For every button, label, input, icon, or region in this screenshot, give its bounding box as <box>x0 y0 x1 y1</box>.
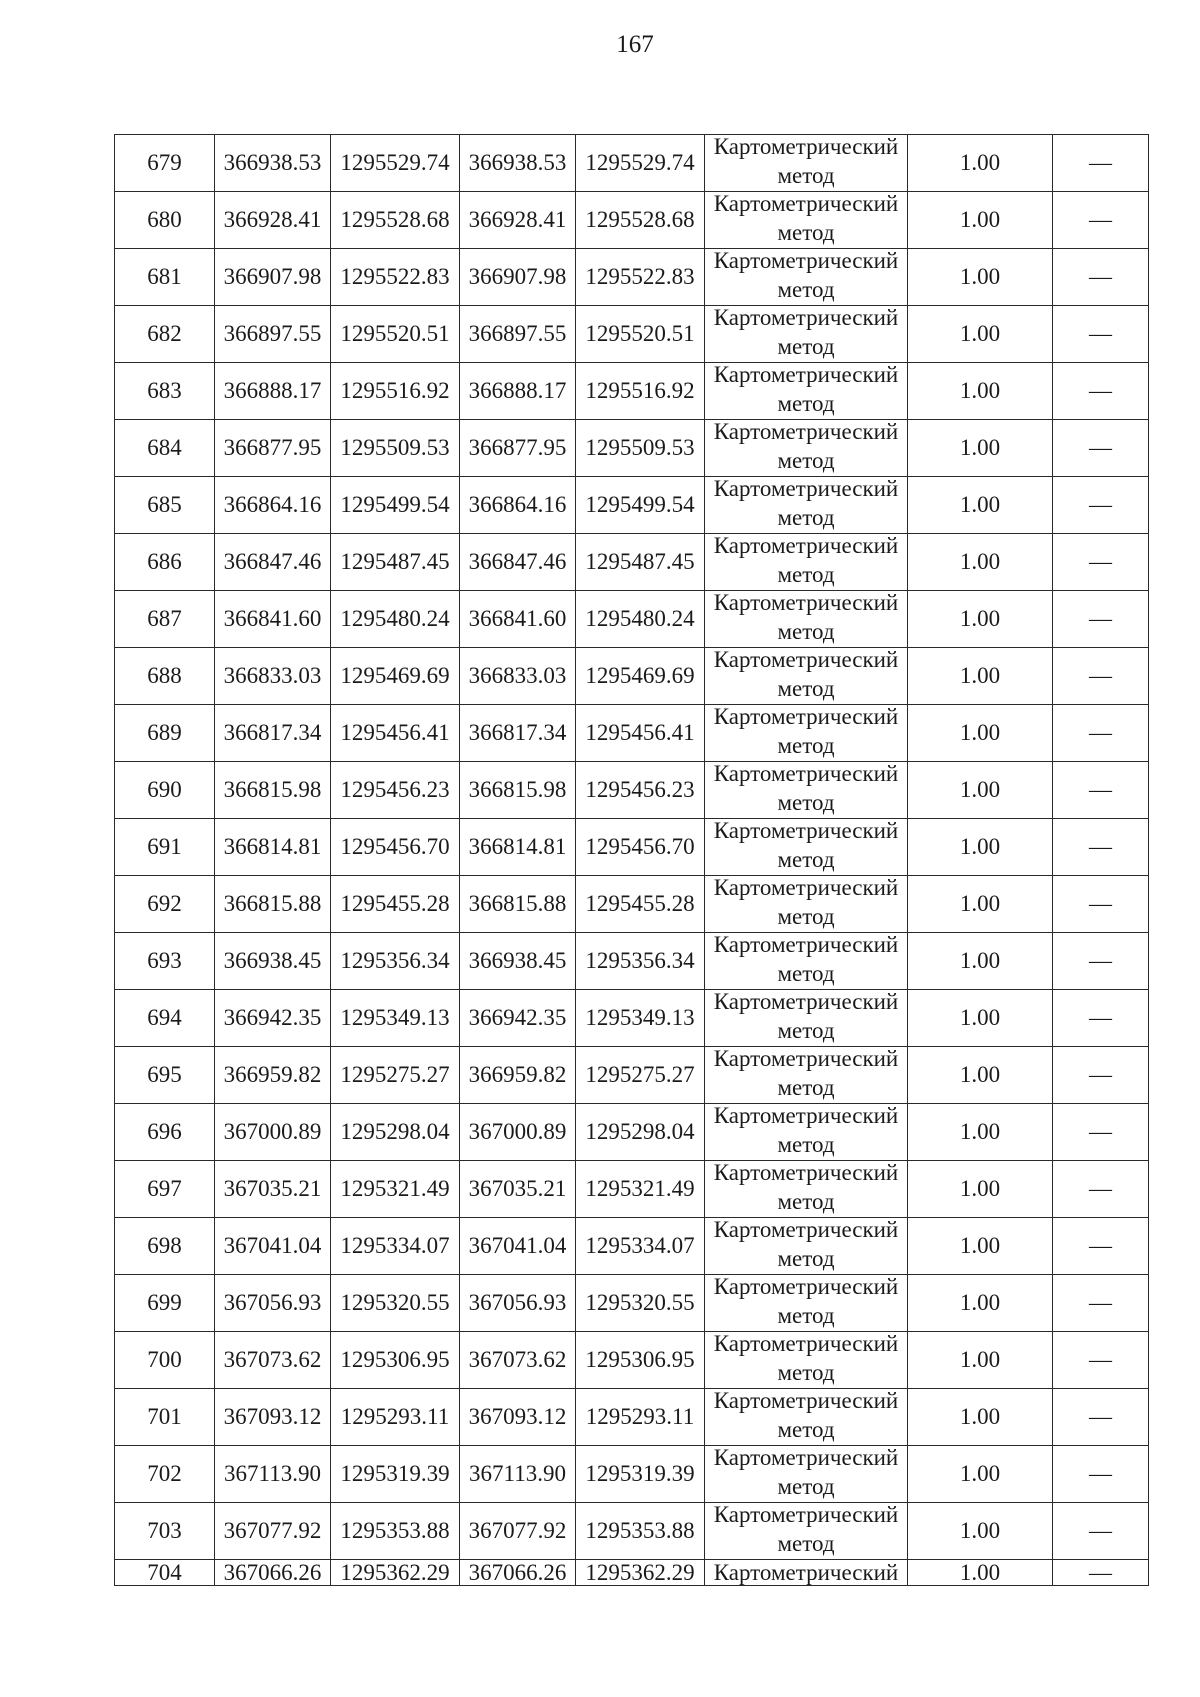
y-coordinate-cell: 1295509.53 <box>331 420 460 477</box>
y-coordinate-cell: 1295520.51 <box>331 306 460 363</box>
point-number-cell: 700 <box>115 1332 215 1389</box>
table-row <box>115 705 1149 762</box>
table-row <box>115 1104 1149 1161</box>
point-number-cell: 681 <box>115 249 215 306</box>
x-coordinate-cell: 366907.98 <box>215 249 331 306</box>
x-coordinate-cell: 366888.17 <box>215 363 331 420</box>
point-number-cell: 704 <box>115 1560 215 1586</box>
method-line-2: метод <box>777 1075 835 1100</box>
table-row <box>115 420 1149 477</box>
method-line-1: Картометрический <box>713 1502 899 1527</box>
table-row <box>115 1047 1149 1104</box>
method-cell <box>705 249 908 306</box>
note-cell: — <box>1053 1161 1149 1218</box>
note-cell: — <box>1053 135 1149 192</box>
method-line-1: Картометрический <box>713 1559 899 1585</box>
note-cell: — <box>1053 1275 1149 1332</box>
y-coordinate-new-cell: 1295319.39 <box>576 1446 705 1503</box>
accuracy-cell: 1.00 <box>908 1503 1053 1560</box>
x-coordinate-cell: 366938.45 <box>215 933 331 990</box>
accuracy-cell: 1.00 <box>908 306 1053 363</box>
method-cell <box>705 819 908 876</box>
x-coordinate-cell: 366938.53 <box>215 135 331 192</box>
point-number-cell: 703 <box>115 1503 215 1560</box>
x-coordinate-cell: 367000.89 <box>215 1104 331 1161</box>
x-coordinate-cell: 366841.60 <box>215 591 331 648</box>
accuracy-cell: 1.00 <box>908 1047 1053 1104</box>
method-cell <box>705 1389 908 1446</box>
x-coordinate-cell: 366817.34 <box>215 705 331 762</box>
method-line-1: Картометрический <box>713 1331 899 1356</box>
accuracy-cell: 1.00 <box>908 1560 1053 1586</box>
method-line-2: метод <box>777 904 835 929</box>
note-cell: — <box>1053 420 1149 477</box>
point-number-cell: 695 <box>115 1047 215 1104</box>
point-number-cell: 696 <box>115 1104 215 1161</box>
table-row <box>115 1446 1149 1503</box>
x-coordinate-new-cell: 366897.55 <box>460 306 576 363</box>
method-line-1: Картометрический <box>713 875 899 900</box>
note-cell: — <box>1053 534 1149 591</box>
method-line-2: метод <box>777 1303 835 1328</box>
x-coordinate-new-cell: 366959.82 <box>460 1047 576 1104</box>
y-coordinate-cell: 1295456.41 <box>331 705 460 762</box>
method-line-1: Картометрический <box>713 476 899 501</box>
y-coordinate-new-cell: 1295321.49 <box>576 1161 705 1218</box>
note-cell: — <box>1053 363 1149 420</box>
method-line-2: метод <box>777 505 835 530</box>
method-cell <box>705 1218 908 1275</box>
y-coordinate-new-cell: 1295306.95 <box>576 1332 705 1389</box>
table-row <box>115 1389 1149 1446</box>
table-row <box>115 819 1149 876</box>
y-coordinate-cell: 1295456.70 <box>331 819 460 876</box>
note-cell: — <box>1053 1503 1149 1560</box>
x-coordinate-new-cell: 367066.26 <box>460 1560 576 1586</box>
y-coordinate-new-cell: 1295455.28 <box>576 876 705 933</box>
method-line-2: метод <box>777 220 835 245</box>
method-line-1: Картометрический <box>713 704 899 729</box>
table-row <box>115 306 1149 363</box>
x-coordinate-new-cell: 366841.60 <box>460 591 576 648</box>
note-cell: — <box>1053 762 1149 819</box>
method-cell <box>705 1161 908 1218</box>
note-cell: — <box>1053 1446 1149 1503</box>
note-cell: — <box>1053 306 1149 363</box>
point-number-cell: 692 <box>115 876 215 933</box>
accuracy-cell: 1.00 <box>908 876 1053 933</box>
point-number-cell: 691 <box>115 819 215 876</box>
table-row <box>115 1218 1149 1275</box>
accuracy-cell: 1.00 <box>908 1332 1053 1389</box>
note-cell: — <box>1053 477 1149 534</box>
method-cell <box>705 1503 908 1560</box>
y-coordinate-new-cell: 1295487.45 <box>576 534 705 591</box>
point-number-cell: 682 <box>115 306 215 363</box>
y-coordinate-cell: 1295455.28 <box>331 876 460 933</box>
accuracy-cell: 1.00 <box>908 420 1053 477</box>
x-coordinate-cell: 367056.93 <box>215 1275 331 1332</box>
y-coordinate-cell: 1295356.34 <box>331 933 460 990</box>
accuracy-cell: 1.00 <box>908 591 1053 648</box>
y-coordinate-new-cell: 1295275.27 <box>576 1047 705 1104</box>
method-line-1: Картометрический <box>713 1388 899 1413</box>
method-cell <box>705 477 908 534</box>
y-coordinate-new-cell: 1295456.41 <box>576 705 705 762</box>
point-number-cell: 684 <box>115 420 215 477</box>
table-row <box>115 477 1149 534</box>
x-coordinate-cell: 366864.16 <box>215 477 331 534</box>
x-coordinate-new-cell: 367041.04 <box>460 1218 576 1275</box>
y-coordinate-new-cell: 1295456.70 <box>576 819 705 876</box>
table-row <box>115 648 1149 705</box>
y-coordinate-cell: 1295293.11 <box>331 1389 460 1446</box>
method-cell <box>705 1332 908 1389</box>
accuracy-cell: 1.00 <box>908 990 1053 1047</box>
accuracy-cell: 1.00 <box>908 705 1053 762</box>
note-cell: — <box>1053 249 1149 306</box>
x-coordinate-new-cell: 366877.95 <box>460 420 576 477</box>
method-line-2: метод <box>777 847 835 872</box>
method-cell <box>705 876 908 933</box>
method-cell <box>705 1104 908 1161</box>
method-line-1: Картометрический <box>713 134 899 159</box>
x-coordinate-cell: 366815.98 <box>215 762 331 819</box>
method-line-1: Картометрический <box>713 248 899 273</box>
method-line-1: Картометрический <box>713 761 899 786</box>
point-number-cell: 680 <box>115 192 215 249</box>
table-row <box>115 876 1149 933</box>
method-line-2: метод <box>777 1132 835 1157</box>
y-coordinate-cell: 1295487.45 <box>331 534 460 591</box>
note-cell: — <box>1053 1047 1149 1104</box>
point-number-cell: 701 <box>115 1389 215 1446</box>
x-coordinate-new-cell: 366928.41 <box>460 192 576 249</box>
table-row <box>115 1275 1149 1332</box>
x-coordinate-new-cell: 366847.46 <box>460 534 576 591</box>
point-number-cell: 687 <box>115 591 215 648</box>
note-cell: — <box>1053 1560 1149 1586</box>
method-line-2: метод <box>777 391 835 416</box>
accuracy-cell: 1.00 <box>908 1104 1053 1161</box>
x-coordinate-new-cell: 366833.03 <box>460 648 576 705</box>
x-coordinate-new-cell: 367000.89 <box>460 1104 576 1161</box>
method-cell <box>705 306 908 363</box>
accuracy-cell: 1.00 <box>908 534 1053 591</box>
point-number-cell: 689 <box>115 705 215 762</box>
x-coordinate-new-cell: 366817.34 <box>460 705 576 762</box>
x-coordinate-new-cell: 366864.16 <box>460 477 576 534</box>
point-number-cell: 683 <box>115 363 215 420</box>
accuracy-cell: 1.00 <box>908 1161 1053 1218</box>
y-coordinate-new-cell: 1295334.07 <box>576 1218 705 1275</box>
x-coordinate-new-cell: 367113.90 <box>460 1446 576 1503</box>
x-coordinate-new-cell: 367035.21 <box>460 1161 576 1218</box>
method-line-1: Картометрический <box>713 1160 899 1185</box>
method-cell <box>705 762 908 819</box>
accuracy-cell: 1.00 <box>908 1275 1053 1332</box>
method-line-1: Картометрический <box>713 932 899 957</box>
method-cell <box>705 1446 908 1503</box>
table-body <box>115 135 1149 1586</box>
note-cell: — <box>1053 933 1149 990</box>
method-line-2: метод <box>777 163 835 188</box>
accuracy-cell: 1.00 <box>908 1218 1053 1275</box>
y-coordinate-cell: 1295298.04 <box>331 1104 460 1161</box>
y-coordinate-cell: 1295349.13 <box>331 990 460 1047</box>
accuracy-cell: 1.00 <box>908 477 1053 534</box>
x-coordinate-new-cell: 366888.17 <box>460 363 576 420</box>
method-cell <box>705 534 908 591</box>
table-row <box>115 1332 1149 1389</box>
x-coordinate-cell: 367077.92 <box>215 1503 331 1560</box>
method-line-1: Картометрический <box>713 1445 899 1470</box>
x-coordinate-cell: 366877.95 <box>215 420 331 477</box>
y-coordinate-new-cell: 1295520.51 <box>576 306 705 363</box>
point-number-cell: 690 <box>115 762 215 819</box>
x-coordinate-new-cell: 366907.98 <box>460 249 576 306</box>
coordinates-table <box>114 134 1149 1586</box>
method-line-1: Картометрический <box>713 1046 899 1071</box>
accuracy-cell: 1.00 <box>908 249 1053 306</box>
note-cell: — <box>1053 876 1149 933</box>
x-coordinate-cell: 367066.26 <box>215 1560 331 1586</box>
y-coordinate-cell: 1295353.88 <box>331 1503 460 1560</box>
table-row <box>115 1560 1149 1586</box>
method-cell <box>705 705 908 762</box>
note-cell: — <box>1053 1218 1149 1275</box>
note-cell: — <box>1053 705 1149 762</box>
y-coordinate-new-cell: 1295293.11 <box>576 1389 705 1446</box>
method-line-1: Картометрический <box>713 1274 899 1299</box>
accuracy-cell: 1.00 <box>908 1389 1053 1446</box>
y-coordinate-new-cell: 1295499.54 <box>576 477 705 534</box>
method-line-2: метод <box>777 619 835 644</box>
method-cell <box>705 363 908 420</box>
method-line-2: метод <box>777 1246 835 1271</box>
method-line-2: метод <box>777 448 835 473</box>
note-cell: — <box>1053 192 1149 249</box>
table-row <box>115 762 1149 819</box>
y-coordinate-cell: 1295321.49 <box>331 1161 460 1218</box>
table-row <box>115 534 1149 591</box>
x-coordinate-new-cell: 367093.12 <box>460 1389 576 1446</box>
method-cell <box>705 990 908 1047</box>
note-cell: — <box>1053 1332 1149 1389</box>
y-coordinate-cell: 1295528.68 <box>331 192 460 249</box>
y-coordinate-cell: 1295334.07 <box>331 1218 460 1275</box>
table-row <box>115 192 1149 249</box>
accuracy-cell: 1.00 <box>908 648 1053 705</box>
x-coordinate-cell: 367035.21 <box>215 1161 331 1218</box>
y-coordinate-new-cell: 1295516.92 <box>576 363 705 420</box>
y-coordinate-new-cell: 1295522.83 <box>576 249 705 306</box>
method-line-2: метод <box>777 277 835 302</box>
table-row <box>115 363 1149 420</box>
note-cell: — <box>1053 819 1149 876</box>
point-number-cell: 688 <box>115 648 215 705</box>
x-coordinate-new-cell: 366815.98 <box>460 762 576 819</box>
table-row <box>115 1503 1149 1560</box>
y-coordinate-new-cell: 1295509.53 <box>576 420 705 477</box>
y-coordinate-cell: 1295529.74 <box>331 135 460 192</box>
method-line-2: метод <box>777 1189 835 1214</box>
table-row <box>115 135 1149 192</box>
y-coordinate-new-cell: 1295480.24 <box>576 591 705 648</box>
point-number-cell: 686 <box>115 534 215 591</box>
method-line-1: Картометрический <box>713 191 899 216</box>
method-line-1: Картометрический <box>713 989 899 1014</box>
note-cell: — <box>1053 1389 1149 1446</box>
method-line-1: Картометрический <box>713 419 899 444</box>
y-coordinate-cell: 1295319.39 <box>331 1446 460 1503</box>
x-coordinate-new-cell: 366942.35 <box>460 990 576 1047</box>
method-line-2: метод <box>777 733 835 758</box>
point-number-cell: 694 <box>115 990 215 1047</box>
method-line-2: метод <box>777 961 835 986</box>
x-coordinate-cell: 366897.55 <box>215 306 331 363</box>
x-coordinate-new-cell: 366938.53 <box>460 135 576 192</box>
table-row <box>115 591 1149 648</box>
x-coordinate-new-cell: 366938.45 <box>460 933 576 990</box>
x-coordinate-cell: 366959.82 <box>215 1047 331 1104</box>
method-line-2: метод <box>777 1417 835 1442</box>
y-coordinate-new-cell: 1295529.74 <box>576 135 705 192</box>
method-line-1: Картометрический <box>713 1103 899 1128</box>
method-line-2: метод <box>777 1018 835 1043</box>
method-line-2: метод <box>777 676 835 701</box>
method-line-2: метод <box>777 562 835 587</box>
accuracy-cell: 1.00 <box>908 192 1053 249</box>
method-cell <box>705 591 908 648</box>
y-coordinate-cell: 1295469.69 <box>331 648 460 705</box>
accuracy-cell: 1.00 <box>908 135 1053 192</box>
note-cell: — <box>1053 990 1149 1047</box>
method-line-1: Картометрический <box>713 1217 899 1242</box>
point-number-cell: 685 <box>115 477 215 534</box>
x-coordinate-new-cell: 367073.62 <box>460 1332 576 1389</box>
x-coordinate-new-cell: 366815.88 <box>460 876 576 933</box>
method-cell <box>705 420 908 477</box>
x-coordinate-cell: 367113.90 <box>215 1446 331 1503</box>
method-cell <box>705 1560 908 1586</box>
y-coordinate-new-cell: 1295353.88 <box>576 1503 705 1560</box>
x-coordinate-cell: 366942.35 <box>215 990 331 1047</box>
method-line-1: Картометрический <box>713 362 899 387</box>
y-coordinate-cell: 1295499.54 <box>331 477 460 534</box>
table-row <box>115 933 1149 990</box>
accuracy-cell: 1.00 <box>908 762 1053 819</box>
y-coordinate-new-cell: 1295362.29 <box>576 1560 705 1586</box>
y-coordinate-cell: 1295480.24 <box>331 591 460 648</box>
x-coordinate-cell: 367093.12 <box>215 1389 331 1446</box>
method-line-1: Картометрический <box>713 818 899 843</box>
y-coordinate-cell: 1295275.27 <box>331 1047 460 1104</box>
x-coordinate-cell: 366814.81 <box>215 819 331 876</box>
y-coordinate-cell: 1295516.92 <box>331 363 460 420</box>
y-coordinate-cell: 1295320.55 <box>331 1275 460 1332</box>
method-line-2: метод <box>777 1360 835 1385</box>
y-coordinate-new-cell: 1295298.04 <box>576 1104 705 1161</box>
method-cell <box>705 648 908 705</box>
method-cell <box>705 192 908 249</box>
point-number-cell: 679 <box>115 135 215 192</box>
y-coordinate-new-cell: 1295469.69 <box>576 648 705 705</box>
table-row <box>115 249 1149 306</box>
method-cell <box>705 933 908 990</box>
point-number-cell: 693 <box>115 933 215 990</box>
y-coordinate-cell: 1295362.29 <box>331 1560 460 1586</box>
method-cell <box>705 1275 908 1332</box>
y-coordinate-cell: 1295456.23 <box>331 762 460 819</box>
note-cell: — <box>1053 648 1149 705</box>
y-coordinate-new-cell: 1295320.55 <box>576 1275 705 1332</box>
y-coordinate-new-cell: 1295356.34 <box>576 933 705 990</box>
method-line-2: метод <box>777 790 835 815</box>
x-coordinate-new-cell: 366814.81 <box>460 819 576 876</box>
method-cell <box>705 1047 908 1104</box>
method-line-1: Картометрический <box>713 590 899 615</box>
method-line-2: метод <box>777 1531 835 1556</box>
x-coordinate-new-cell: 367056.93 <box>460 1275 576 1332</box>
point-number-cell: 698 <box>115 1218 215 1275</box>
method-line-2: метод <box>777 334 835 359</box>
method-cell <box>705 135 908 192</box>
x-coordinate-cell: 366847.46 <box>215 534 331 591</box>
point-number-cell: 697 <box>115 1161 215 1218</box>
point-number-cell: 702 <box>115 1446 215 1503</box>
x-coordinate-new-cell: 367077.92 <box>460 1503 576 1560</box>
x-coordinate-cell: 367041.04 <box>215 1218 331 1275</box>
table-row <box>115 1161 1149 1218</box>
x-coordinate-cell: 366815.88 <box>215 876 331 933</box>
point-number-cell: 699 <box>115 1275 215 1332</box>
x-coordinate-cell: 367073.62 <box>215 1332 331 1389</box>
accuracy-cell: 1.00 <box>908 819 1053 876</box>
method-line-1: Картометрический <box>713 647 899 672</box>
method-line-1: Картометрический <box>713 305 899 330</box>
accuracy-cell: 1.00 <box>908 933 1053 990</box>
y-coordinate-cell: 1295306.95 <box>331 1332 460 1389</box>
x-coordinate-cell: 366928.41 <box>215 192 331 249</box>
page-number: 167 <box>616 31 654 58</box>
y-coordinate-cell: 1295522.83 <box>331 249 460 306</box>
table-row <box>115 990 1149 1047</box>
y-coordinate-new-cell: 1295528.68 <box>576 192 705 249</box>
accuracy-cell: 1.00 <box>908 363 1053 420</box>
note-cell: — <box>1053 591 1149 648</box>
y-coordinate-new-cell: 1295349.13 <box>576 990 705 1047</box>
x-coordinate-cell: 366833.03 <box>215 648 331 705</box>
accuracy-cell: 1.00 <box>908 1446 1053 1503</box>
method-line-1: Картометрический <box>713 533 899 558</box>
method-line-2: метод <box>777 1474 835 1499</box>
y-coordinate-new-cell: 1295456.23 <box>576 762 705 819</box>
note-cell: — <box>1053 1104 1149 1161</box>
